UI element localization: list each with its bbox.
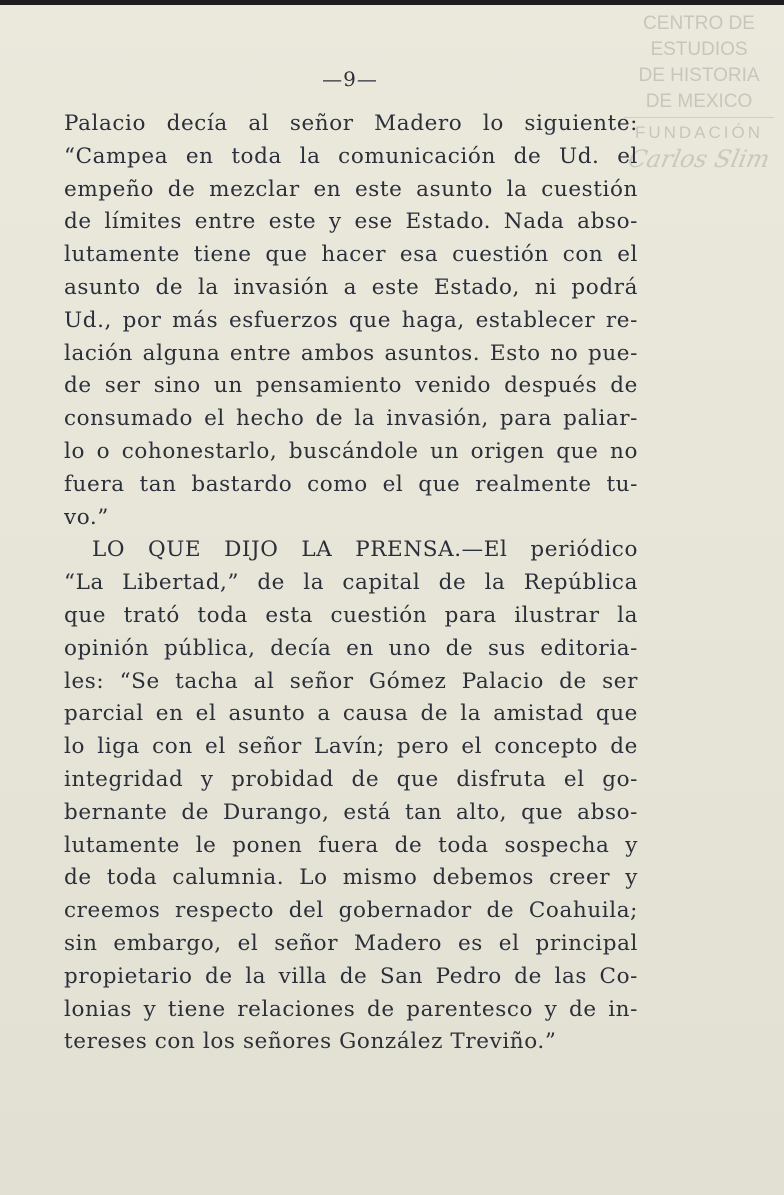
watermark-fundacion: FUNDACIÓN [634, 123, 764, 142]
watermark-line: CENTRO DE [643, 13, 755, 34]
text-line: de toda calumnia. Lo mismo debemos creer y [64, 865, 638, 891]
text-line: “La Libertad,” de la capital de la República [64, 570, 638, 596]
text-line: de límites entre este y ese Estado. Nada abso- [64, 209, 638, 235]
text-line: “Campea en toda la comunicación de Ud. el [64, 143, 638, 169]
body-text [64, 108, 638, 1059]
watermark-line: DE HISTORIA [638, 65, 760, 86]
text-line: vo.” [64, 504, 109, 530]
text-line: tereses con los señores González Treviño.” [64, 1029, 557, 1055]
text-line: lación alguna entre ambos asuntos. Esto no pue- [64, 340, 638, 366]
text-line: Palacio decía al señor Madero lo siguiente: [64, 111, 638, 136]
page-number: —9— [322, 67, 378, 91]
text-line: sin embargo, el señor Madero es el principal [64, 930, 638, 956]
archive-watermark [624, 11, 774, 172]
text-line: lo o cohonestarlo, buscándole un origen que no [64, 438, 638, 464]
text-line: asunto de la invasión a este Estado, ni podrá [64, 274, 638, 300]
text-line: lutamente tiene que hacer esa cuestión con el [64, 242, 638, 268]
text-line: les: “Se tacha al señor Gómez Palacio de ser [64, 668, 638, 694]
text-line: de ser sino un pensamiento venido después de [64, 373, 638, 399]
document-page [0, 5, 784, 1195]
watermark-line: DE MEXICO [645, 91, 753, 112]
text-line: Ud., por más esfuerzos que haga, establecer re- [64, 307, 638, 333]
text-line: lutamente le ponen fuera de toda sospecha y [64, 832, 638, 858]
watermark-signature: Carlos Slim [625, 145, 773, 173]
text-line: creemos respecto del gobernador de Coahuila; [64, 898, 638, 924]
text-line: fuera tan bastardo como el que realmente tu- [64, 471, 638, 497]
text-line: lonias y tiene relaciones de parentesco y de in- [64, 996, 638, 1022]
section-heading-line: LO QUE DIJO LA PRENSA.—El periódico [92, 537, 638, 563]
text-line: parcial en el asunto a causa de la amistad que [64, 701, 638, 727]
watermark-line: ESTUDIOS [650, 39, 748, 60]
text-line: propietario de la villa de San Pedro de las Co- [64, 963, 638, 989]
text-line: consumado el hecho de la invasión, para paliar- [64, 406, 638, 432]
text-line: integridad y probidad de que disfruta el go- [64, 766, 638, 792]
text-line: opinión pública, decía en uno de sus editoria- [64, 635, 638, 661]
text-line: empeño de mezclar en este asunto la cuestión [64, 176, 638, 202]
text-line: que trató toda esta cuestión para ilustrar la [64, 602, 638, 628]
watermark-divider [624, 117, 774, 118]
text-line: bernante de Durango, está tan alto, que abso- [64, 799, 638, 825]
text-line: lo liga con el señor Lavín; pero el concepto de [64, 734, 638, 760]
